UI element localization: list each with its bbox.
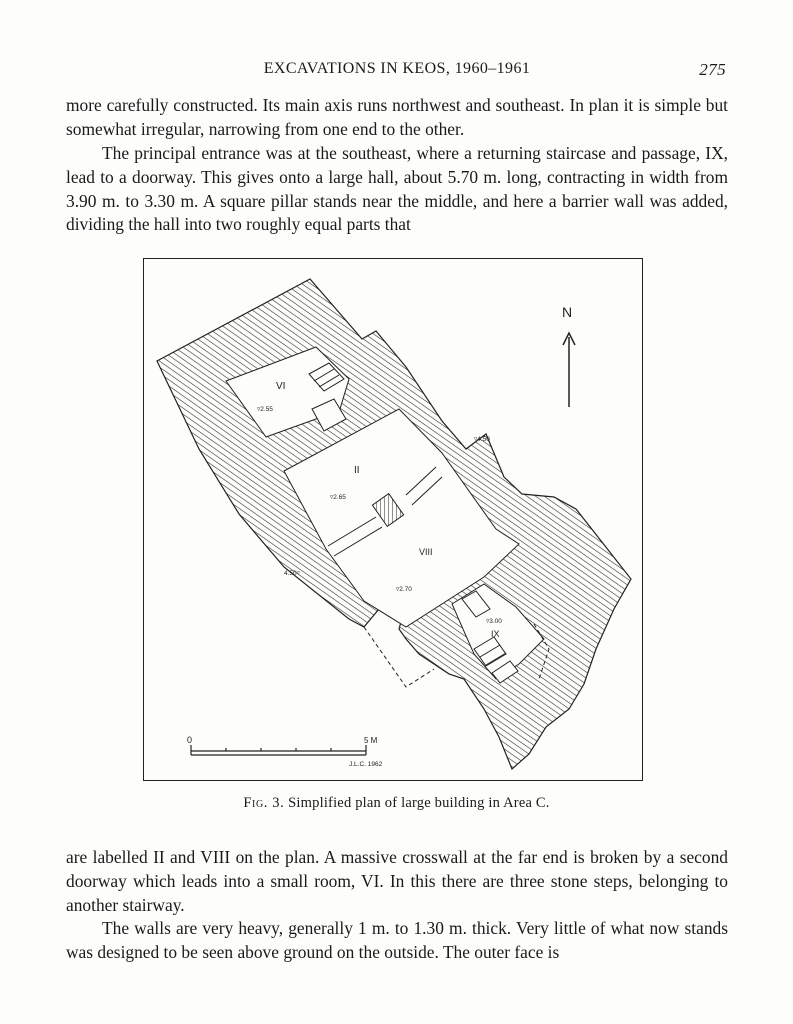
paragraph-4: The walls are very heavy, generally 1 m. to 1.30 m. thick. Very little of what now stands was designed to be seen above ground on the outside. The outer face is [66,918,728,962]
paragraph-1: more carefully constructed. Its main axis runs northwest and southeast. In plan it is simple but somewhat irregular, narrowing from one end to the other. [66,95,728,139]
elevation-vi: ▿2.55 [257,406,273,413]
room-label-viii: VIII [419,547,433,557]
caption-text: Simplified plan of large building in Area C. [284,795,550,811]
caption-label: Fig. 3. [243,795,285,811]
north-label: N [562,304,573,320]
running-title: EXCAVATIONS IN KEOS, 1960–1961 [263,60,531,77]
scale-start: 0 [187,735,193,745]
building-plan-drawing [144,259,644,782]
north-arrow [563,333,575,407]
elevation-ix: ▿3.00 [486,618,502,625]
room-label-ii: II [354,465,360,476]
scale-end: 5 M [364,736,378,745]
figure-caption [0,795,793,812]
paragraph-2: The principal entrance was at the southeast, where a returning staircase and passage, IX, lead to a doorway. This gives onto a large hall, about 5.70 m. long, contracting in width from 3.90 m. to 3.30 m. A square pillar stands near the middle, and here a barrier wall was added, dividing the hall into two roughly equal parts that [66,143,728,235]
room-label-ix: IX [491,629,500,639]
scale-bar [191,745,366,755]
page-number: 275 [699,60,726,79]
paragraph-3: are labelled II and VIII on the plan. A massive crosswall at the far end is broken by a second doorway which leads into a small room, VI. In this there are three stone steps, belonging to another stairway. [66,847,728,915]
room-label-vi: VI [276,381,286,392]
elevation-viii: ▿2.70 [396,586,412,593]
drawing-credit: J.L.C. 1962 [349,761,383,768]
elevation-sw-wall: 4.50▿ [284,570,300,577]
elevation-ii: ▿2.65 [330,494,346,501]
elevation-ne-wall: ▿4.50 [474,436,490,443]
figure-plan [143,258,643,781]
running-header [66,58,728,82]
